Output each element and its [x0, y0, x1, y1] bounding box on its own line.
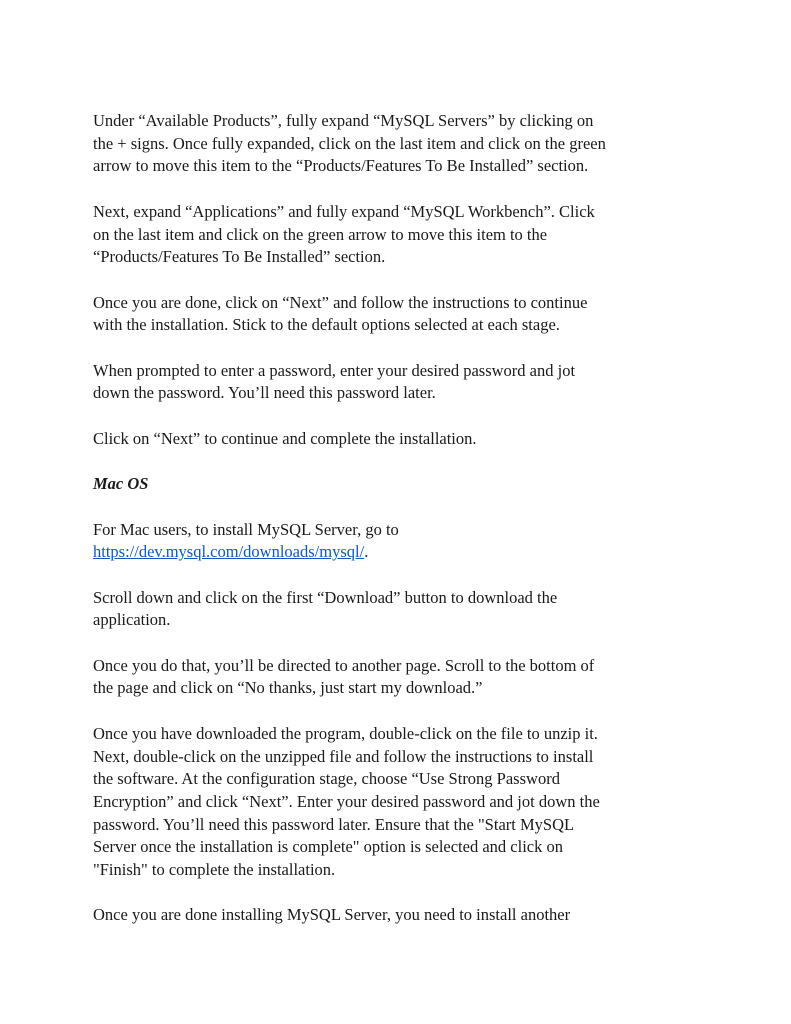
text-segment: with the installation. Stick to the default options selected at each stage. — [93, 315, 560, 335]
text-line — [93, 791, 721, 814]
text-segment: application. — [93, 610, 171, 630]
mysql-downloads-link[interactable]: https://dev.mysql.com/downloads/mysql/ — [93, 542, 365, 562]
text-segment: arrow to move this item to the “Products/Features To Be Installed” section. — [93, 156, 589, 176]
text-line — [93, 587, 721, 610]
text-line — [93, 360, 721, 383]
text-line — [93, 836, 721, 859]
paragraph — [93, 587, 721, 632]
text-segment: “Products/Features To Be Installed” section. — [93, 247, 386, 267]
text-line — [93, 677, 721, 700]
text-segment: Next, expand “Applications” and fully expand “MySQL Workbench”. Click — [93, 201, 595, 221]
text-line — [93, 859, 721, 882]
text-line — [93, 314, 721, 337]
text-line — [93, 382, 721, 405]
text-line — [93, 768, 721, 791]
text-line — [93, 746, 721, 769]
paragraph — [93, 723, 721, 882]
text-line — [93, 246, 721, 269]
text-segment: the software. At the configuration stage, choose “Use Strong Password — [93, 769, 560, 789]
text-segment: Server once the installation is complete" option is selected and click on — [93, 837, 563, 857]
text-segment: For Mac users, to install MySQL Server, go to — [93, 519, 399, 539]
text-line — [93, 155, 721, 178]
paragraph — [93, 655, 721, 700]
paragraph — [93, 292, 721, 337]
text-segment: Once you are done installing MySQL Server, you need to install another — [93, 905, 571, 925]
text-segment: on the last item and click on the green arrow to move this item to the — [93, 224, 548, 244]
text-segment: Scroll down and click on the first “Download” button to download the — [93, 587, 558, 607]
text-segment: . — [364, 542, 369, 562]
text-segment: Encryption” and click “Next”. Enter your desired password and jot down the — [93, 791, 600, 811]
text-segment: Once you do that, you’ll be directed to another page. Scroll to the bottom of — [93, 655, 595, 675]
text-line — [93, 609, 721, 632]
text-segment: Mac OS — [93, 474, 149, 494]
text-segment: When prompted to enter a password, enter your desired password and jot — [93, 360, 576, 380]
text-line — [93, 904, 721, 927]
text-line — [93, 519, 721, 542]
text-segment: Once you are done, click on “Next” and follow the instructions to continue — [93, 292, 588, 312]
text-line — [93, 201, 721, 224]
document-content — [93, 110, 721, 927]
text-line — [93, 655, 721, 678]
text-segment: down the password. You’ll need this password later. — [93, 383, 436, 403]
paragraph — [93, 904, 721, 927]
text-segment: "Finish" to complete the installation. — [93, 860, 336, 880]
text-line — [93, 723, 721, 746]
text-segment: password. You’ll need this password later. Ensure that the "Start MySQL — [93, 814, 575, 834]
section-heading — [93, 473, 721, 496]
paragraph — [93, 360, 721, 405]
text-segment: Once you have downloaded the program, double-click on the file to unzip it. — [93, 723, 598, 743]
text-line — [93, 428, 721, 451]
text-segment: the page and click on “No thanks, just start my download.” — [93, 678, 483, 698]
text-line — [93, 541, 721, 564]
text-line — [93, 224, 721, 247]
text-line — [93, 133, 721, 156]
text-segment: Under “Available Products”, fully expand “MySQL Servers” by clicking on — [93, 111, 594, 130]
text-line — [93, 814, 721, 837]
text-segment: the + signs. Once fully expanded, click on the last item and click on the green — [93, 133, 606, 153]
paragraph — [93, 201, 721, 269]
text-segment: Next, double-click on the unzipped file and follow the instructions to install — [93, 746, 594, 766]
text-segment: Click on “Next” to continue and complete the installation. — [93, 428, 477, 448]
text-line — [93, 292, 721, 315]
text-line — [93, 473, 721, 496]
paragraph — [93, 110, 721, 178]
paragraph — [93, 428, 721, 451]
text-line — [93, 110, 721, 133]
paragraph — [93, 519, 721, 564]
